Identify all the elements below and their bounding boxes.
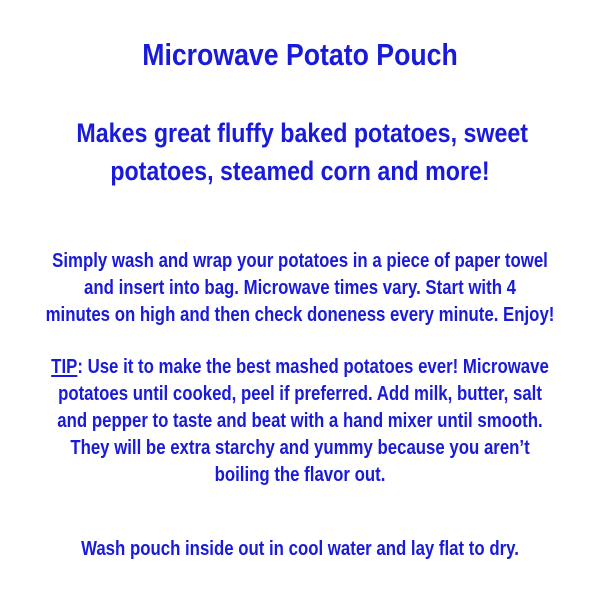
tip-line-1: [40, 354, 561, 381]
subtitle-line-1: Makes great fluffy baked potatoes, sweet: [76, 118, 529, 148]
tip-line-1-text: : Use it to make the best mashed potatoes ever! Microwave: [77, 356, 549, 378]
tip-line-2: potatoes until cooked, peel if preferred. Add milk, butter, salt: [58, 383, 542, 405]
tip-line-5: boiling the flavor out.: [214, 464, 386, 486]
care-instructions: Wash pouch inside out in cool water and lay flat to dry.: [81, 538, 519, 560]
page-title: Microwave Potato Pouch: [142, 37, 458, 72]
tip-paragraph: [40, 354, 561, 489]
instructions-line-2: and insert into bag. Microwave times vary. Start with 4: [84, 277, 516, 299]
tip-label: TIP: [51, 356, 78, 378]
subtitle-line-2: potatoes, steamed corn and more!: [110, 156, 490, 186]
tip-line-3: and pepper to taste and beat with a hand mixer until smooth.: [57, 410, 543, 432]
instructions-paragraph: [40, 248, 561, 329]
instructions-line-3: minutes on high and then check doneness every minute. Enjoy!: [45, 304, 555, 326]
subtitle: [76, 114, 529, 190]
instructions-line-1: Simply wash and wrap your potatoes in a piece of paper towel: [52, 250, 548, 272]
tip-line-4: They will be extra starchy and yummy because you aren’t: [70, 437, 530, 459]
